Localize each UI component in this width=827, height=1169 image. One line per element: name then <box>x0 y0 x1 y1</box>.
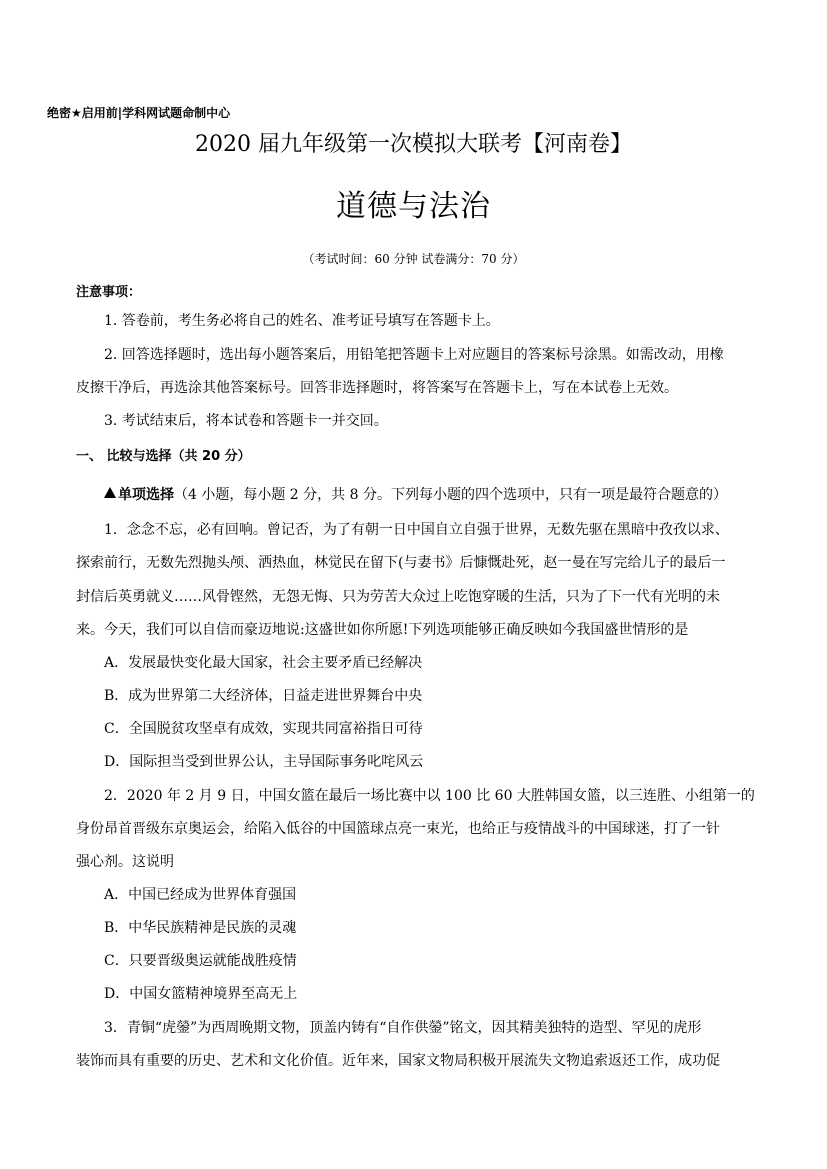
subsection-label: 单项选择 <box>118 487 174 503</box>
q1-option-c: C．全国脱贫攻坚卓有成效，实现共同富裕指日可待 <box>104 721 423 737</box>
q2-option-d: D．中国女篮精神境界至高无上 <box>104 986 298 1002</box>
q1-line4: 来。今天，我们可以自信而豪迈地说:这盛世如你所愿!下列选项能够正确反映如今我国盛世情形的是 <box>76 622 689 638</box>
q2-option-c: C．只要晋级奥运就能战胜疫情 <box>104 953 297 969</box>
q1-line2: 探索前行，无数先烈抛头颅、洒热血，林觉民在留下(与妻书》后慷慨赴死，赵一曼在写完给儿子的最后一 <box>76 555 726 571</box>
exam-info: （考试时间：60 分钟 试卷满分：70 分） <box>302 252 525 266</box>
note-item-1: 1. 答卷前，考生务必将自己的姓名、准考证号填写在答题卡上。 <box>104 313 500 329</box>
q2-line2: 身份昂首晋级东京奥运会，给陷入低谷的中国篮球点亮一束光，也给正与疫情战斗的中国球迷，打了一针 <box>76 821 720 837</box>
q2-line1: 2．2020 年 2 月 9 日，中国女篮在最后一场比赛中以 100 比 60 大胜韩国女篮，以三连胜、小组第一的 <box>104 788 755 804</box>
q3-line1: 3．青铜“虎鎣”为西周晚期文物，顶盖内铸有“自作供鎣”铭文，因其精美独特的造型、罕见的虎形 <box>104 1020 702 1036</box>
q1-option-b: B．成为世界第二大经济体，日益走进世界舞台中央 <box>104 688 423 704</box>
note-item-2-line2: 皮擦干净后，再选涂其他答案标号。回答非选择题时，将答案写在答题卡上，写在本试卷上无效。 <box>76 380 678 396</box>
q2-line3: 强心剂。这说明 <box>76 854 174 870</box>
q1-line3: 封信后英勇就义……风骨铿然，无怨无悔、只为劳苦大众过上吃饱穿暖的生活，只为了下一代有光明的未 <box>76 589 720 605</box>
section-heading: 一、 比较与选择（共 20 分） <box>76 449 251 464</box>
q2-option-a: A．中国已经成为世界体育强国 <box>104 887 297 903</box>
note-item-2-line1: 2. 回答选择题时，选出每小题答案后，用铅笔把答题卡上对应题目的答案标号涂黑。如需改动，用橡 <box>104 347 724 363</box>
note-item-3: 3. 考试结束后，将本试卷和答题卡一并交回。 <box>104 413 388 429</box>
triangle-icon <box>104 487 116 498</box>
notes-heading: 注意事项： <box>76 285 142 300</box>
q1-line1: 1．念念不忘，必有回响。曾记否，为了有朝一日中国自立自强于世界，无数先驱在黑暗中孜孜以求、 <box>104 522 729 538</box>
exam-title: 2020 届九年级第一次模拟大联考【河南卷】 <box>195 132 632 157</box>
secret-tag: 绝密★启用前|学科网试题命制中心 <box>47 106 231 120</box>
subsection-desc: （4 小题，每小题 2 分，共 8 分。下列每小题的四个选项中，只有一项是最符合题意的） <box>174 487 727 503</box>
q1-option-a: A．发展最快变化最大国家，社会主要矛盾已经解决 <box>104 655 423 671</box>
q3-line2: 装饰而具有重要的历史、艺术和文化价值。近年来，国家文物局积极开展流失文物追索返还工作，成功促 <box>76 1053 720 1069</box>
subject-title: 道德与法治 <box>336 189 491 224</box>
subsection-heading <box>104 487 727 503</box>
q1-option-d: D．国际担当受到世界公认，主导国际事务叱咤风云 <box>104 754 424 770</box>
q2-option-b: B．中华民族精神是民族的灵魂 <box>104 920 297 936</box>
